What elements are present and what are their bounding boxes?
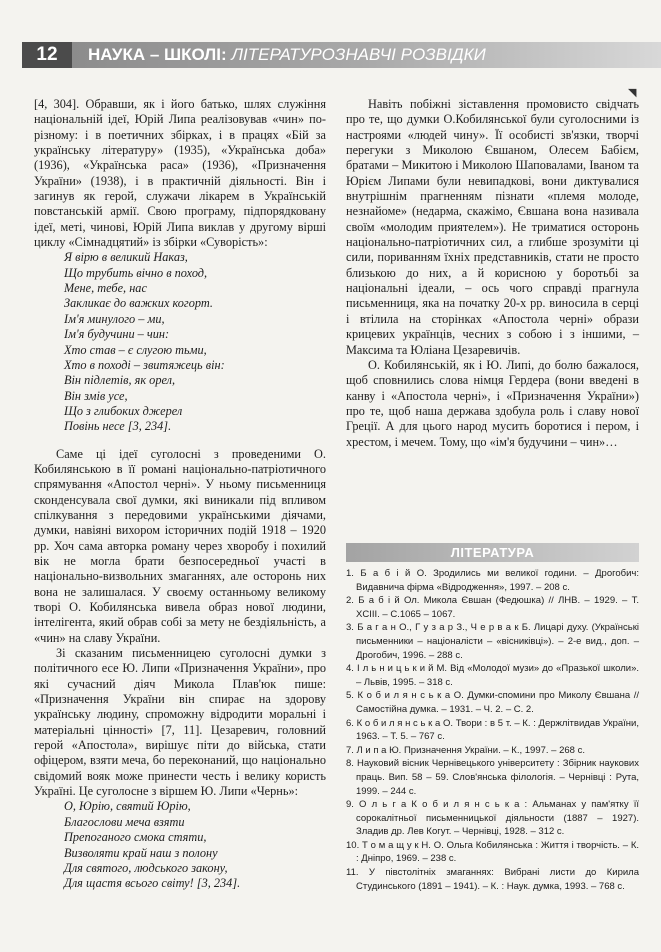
- paragraph: Зі сказаним письменницею суголосні думки з політичного есе Ю. Липи «Призначення України», про які сучасний діяч Микола Плав'юк пише: «Призначення України він спирає на здорову українську людину, спроможну відродити моральні і матеріальні цінності» [7, 11]. Цезаревич, головний герой «Апостола», вирішує піти до війська, стати офіцером, взяти меча, бо переконаний, що національно свідомий вояк може принести честь і велику користь Україні. Це суголосне з віршем Ю. Липи «Чернь»:: [34, 646, 326, 799]
- paragraph: Навіть побіжні зіставлення промовисто свідчать про те, що думки О.Кобилянської були суголосними із настроями «людей чину». Її особисті зв'язки, творчі перегуки з Миколою Євшаном, Олесем Бабієм, братами – Микитою і Миколою Шаповалами, Іваном та Юрієм Липами були невипадкові, вони диктувалися внутрішнім прагненням пізнати «племя молоде, незнайоме» (недарма, скажімо, Євшана вона називала своїм «молодим приятелем»). Не триматися осторонь національно-патріотичних сил, а глибше зрозуміти ці сили, пориванням їхніх представників, стати не просто близькою до них, а й корисною у боротьбі за національні ідеали, – ось чого справді прагнула письменниця, яка на початку 20-х рр. виносила в серці і втілила на сторінках «Апостола черні» образи крицевих українців, чесних з собою і з іншими, – Максима та Юліана Цезаревичів.: [346, 97, 639, 357]
- poem-line: Що трубить вічно в поход,: [64, 265, 208, 280]
- section-title-sub: ЛІТЕРАТУРОЗНАВЧІ РОЗВІДКИ: [231, 45, 486, 64]
- poem-quote: [34, 250, 326, 434]
- paragraph: О. Кобилянській, як і Ю. Липі, до болю бажалося, щоб сповнились слова німця Гердера (вони введені в канву і «Апостола черні», і «Призначення України») про те, щоб наша держава здобула роль і славу нової Греції. А для цього народ мусить боротися і пером, і хрестом, і мечем. Тому, що «ім'я будучини – чин»…: [346, 357, 639, 449]
- poem-line: Визволяти край наш з полону: [64, 845, 218, 860]
- page-header: [0, 38, 661, 72]
- poem-line: Він підлетів, як орел,: [64, 373, 176, 388]
- reference-item: 1. Б а б і й О. Зродились ми великої години. – Дрогобич: Видавнича фірма «Відродження», 1997. – 208 с.: [346, 568, 639, 593]
- reference-item: 8. Науковий вісник Чернівецького університету : Збірник наукових праць. Вип. 58 – 59. Слов'янська філологія. – Чернівці : Рута, 1999. – 244 с.: [346, 758, 639, 797]
- poem-line: Я вірю в великий Наказ,: [64, 250, 188, 265]
- poem-line: Препоганого смока стяти,: [64, 830, 207, 845]
- poem-line: Ім'я будучини – чин:: [64, 327, 170, 342]
- section-title-main: НАУКА – ШКОЛІ:: [88, 45, 227, 64]
- poem-quote: [34, 799, 326, 891]
- reference-item: 9. О л ь г а К о б и л я н с ь к а : Альманах у пам'ятку її сорокалітньої письменницької діяльности (1887 – 1927). Зладив др. Лев Когут. – Чернівці, 1928. – 312 с.: [346, 799, 639, 838]
- poem-line: Закликає до важких когорт.: [64, 296, 213, 311]
- poem-line: Він змів усе,: [64, 388, 128, 403]
- section-title: [88, 42, 486, 68]
- poem-line: Хто став – є слугою тьми,: [64, 342, 207, 357]
- poem-line: Благослови меча взяти: [64, 814, 185, 829]
- paragraph: Саме ці ідеї суголосні з проведеними О. Кобилянською в її романі національно-патріотичного спрямування «Апостол черні». У ньому письменниця сконденсувала свої думки, які виникали під впливом спілкування з передовими українськими діячами, думки, навіяні вихором історичних подій 1918 – 1920 рр. Хоч сама авторка роману через хворобу і похилий вік не могла брати безпосередньої участі в національно-визвольних змаганнях, але осторонь них вона не залишалася. У своєму останньому великому творі О. Кобилянська вивела образ нової людини, інтелігента, який обрав собі за мету не бездіяльність, а «чин» на славу України.: [34, 446, 326, 645]
- header-bar: [72, 42, 661, 68]
- corner-arrow-icon: ◥: [628, 86, 637, 99]
- reference-item: 3. Б а г а н О., Г у з а р З., Ч е р в а к Б. Лицарі духу. (Українські письменники – націоналісти – «вісниківці»). – 2-е вид., доп. – Дрогобич, 1996. – 288 с.: [346, 622, 639, 661]
- reference-item: 6. К о б и л я н с ь к а О. Твори : в 5 т. – К. : Держлітвидав України, 1963. – Т. 5. – 767 с.: [346, 717, 639, 743]
- right-column: [346, 97, 639, 450]
- poem-line: Хто в поході – звитяжець він:: [64, 357, 225, 372]
- reference-item: 5. К о б и л я н с ь к а О. Думки-спомини про Миколу Євшана // Самостійна думка. – 1931. – Ч. 2. – С. 2.: [346, 690, 639, 715]
- reference-list: [346, 567, 639, 893]
- poem-line: Повінь несе [3, 234].: [64, 419, 172, 434]
- page-number: 12: [22, 42, 72, 68]
- left-column: [34, 97, 326, 892]
- poem-line: Для святого, людського закону,: [64, 860, 228, 875]
- reference-item: 2. Б а б і й Ол. Микола Євшан (Федюшка) // ЛНВ. – 1929. – Т. XCIII. – С.1065 – 1067.: [346, 595, 639, 620]
- paragraph: [4, 304]. Обравши, як і його батько, шлях служіння національній ідеї, Юрій Липа реалізовував «чин» по-різному: і в поетичних збірках, і в працях «Бій за українську літературу» (1935), «Українська доба» (1936), «Українська раса» (1936), «Призначення України» (1938), і в практичній діяльності. Він і загинув як герой, служачи лікарем в Українській повстанській армії. Свою програму, підпорядковану ідеї, меті, чинові, Юрій Липа виклав у другому вірші циклу «Сімнадцятий» із збірки «Суворість»:: [34, 97, 326, 250]
- poem-line: Мене, тебе, нас: [64, 281, 147, 296]
- poem-line: Що з глибоких джерел: [64, 403, 183, 418]
- reference-item: 7. Л и п а Ю. Призначення України. – К., 1997. – 268 с.: [346, 744, 585, 756]
- reference-item: 11. У півстолітніх змаганнях: Вибрані листи до Кирила Студинського (1891 – 1941). – К. : Наук. думка, 1993. – 768 с.: [346, 867, 639, 892]
- poem-line: О, Юрію, святий Юрію,: [64, 799, 191, 814]
- reference-item: 4. І л ь н и ц ь к и й М. Від «Молодої музи» до «Празької школи». – Львів, 1995. – 318 с.: [346, 663, 639, 688]
- reference-item: 10. Т о м а щ у к Н. О. Ольга Кобилянська : Життя і творчість. – К. : Дніпро, 1969. – 238 с.: [346, 839, 639, 865]
- poem-line: Для щастя всього світу! [3, 234].: [64, 876, 241, 891]
- literature-heading: ЛІТЕРАТУРА: [346, 543, 639, 562]
- poem-line: Ім'я минулого – ми,: [64, 311, 165, 326]
